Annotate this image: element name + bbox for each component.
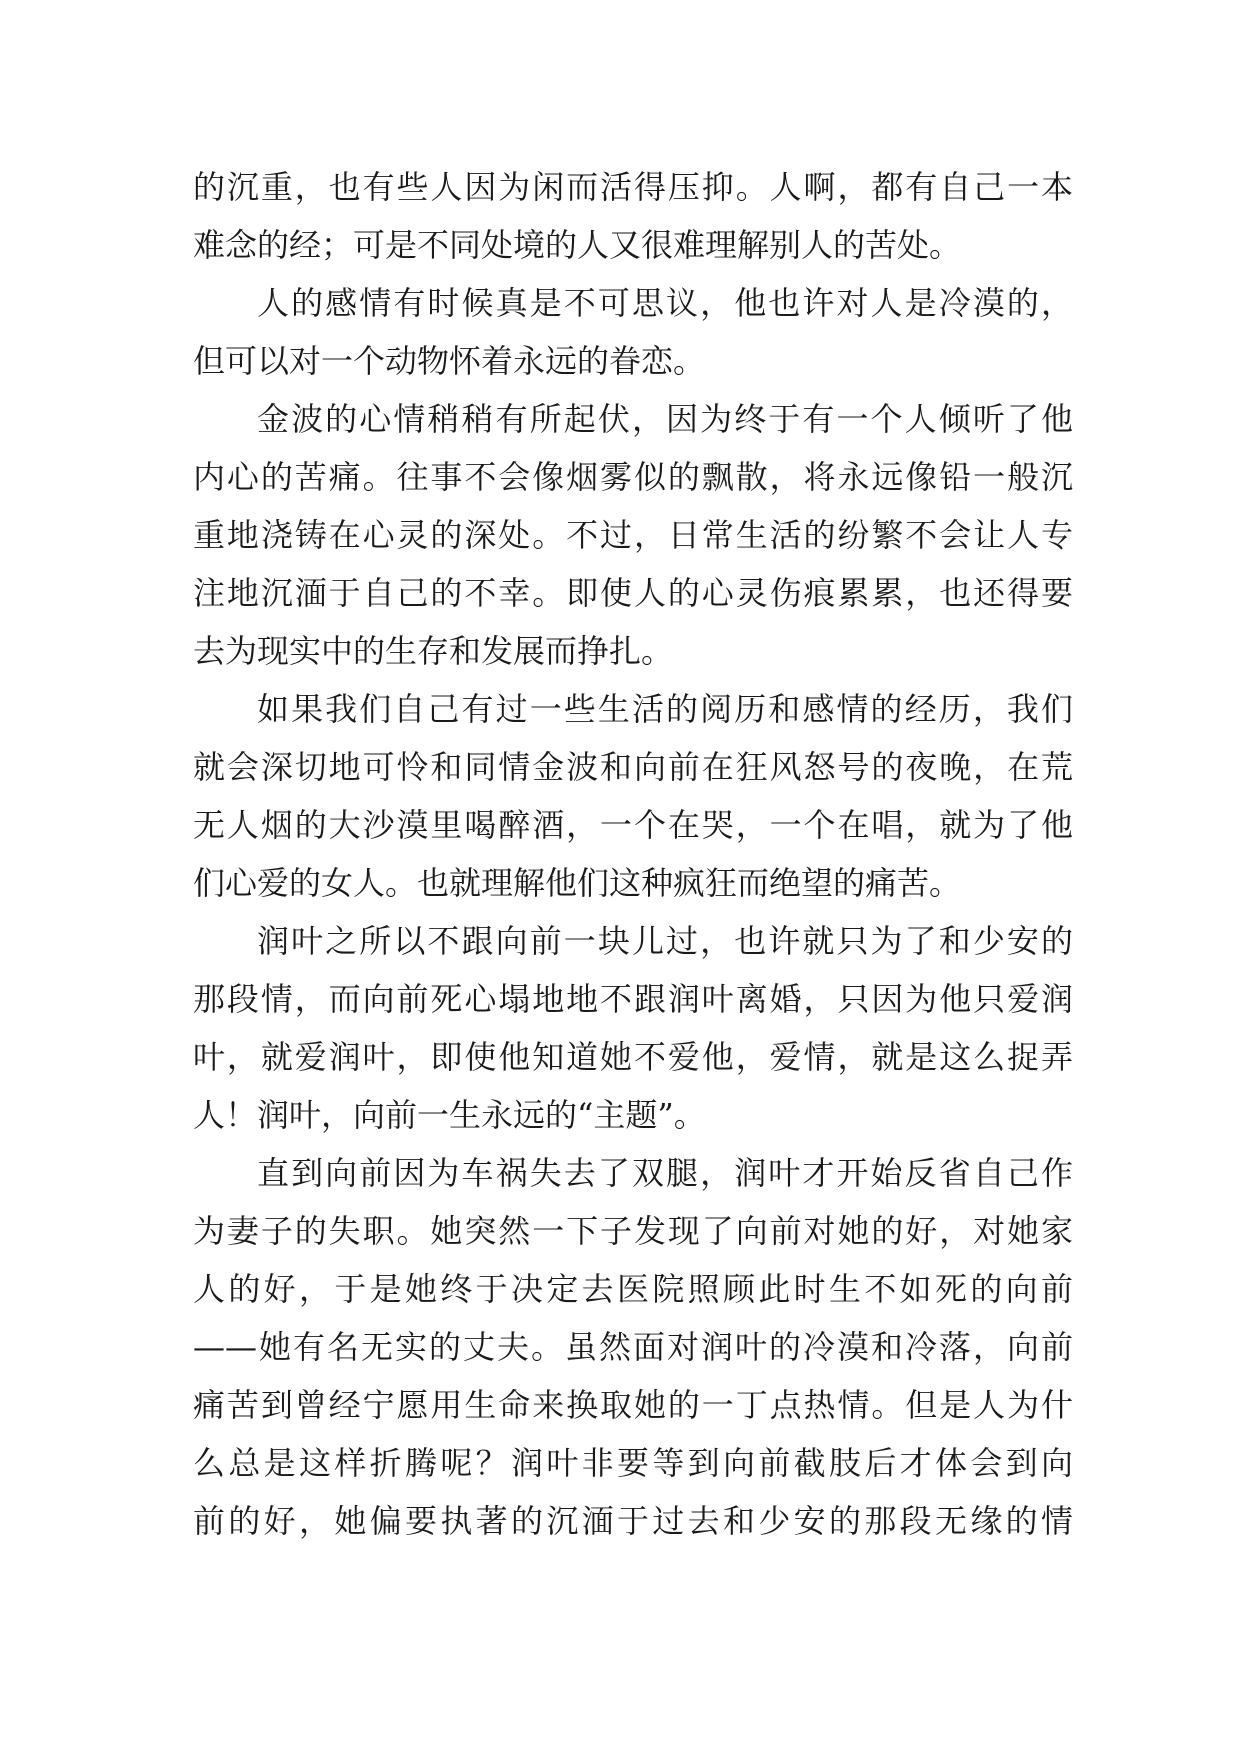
paragraph-p1: [193, 158, 1073, 274]
text-line: 去为现实中的生存和发展而挣扎。: [193, 632, 674, 670]
text-line: 那段情，而向前死心塌地地不跟润叶离婚，只因为他只爱润: [193, 980, 1073, 1018]
text-line: 叶，就爱润叶，即使他知道她不爱他，爱情，就是这么捉弄: [193, 1038, 1073, 1076]
text-line: 直到向前因为车祸失去了双腿，润叶才开始反省自己作: [257, 1154, 1073, 1192]
text-line: 人！润叶，向前一生永远的“主题”。: [193, 1096, 706, 1134]
text-line: 们心爱的女人。也就理解他们这种疯狂而绝望的痛苦。: [193, 864, 962, 902]
text-line: 么总是这样折腾呢？润叶非要等到向前截肢后才体会到向: [193, 1444, 1073, 1482]
text-line: 金波的心情稍稍有所起伏，因为终于有一个人倾听了他: [257, 400, 1073, 438]
text-line: 注地沉湎于自己的不幸。即使人的心灵伤痕累累，也还得要: [193, 574, 1073, 612]
text-line: 人的好，于是她终于决定去医院照顾此时生不如死的向前: [193, 1270, 1073, 1308]
text-line: 的沉重，也有些人因为闲而活得压抑。人啊，都有自己一本: [193, 168, 1073, 206]
paragraph-p2: [193, 274, 1073, 390]
text-line: 重地浇铸在心灵的深处。不过，日常生活的纷繁不会让人专: [193, 516, 1073, 554]
text-line: ——她有名无实的丈夫。虽然面对润叶的冷漠和冷落，向前: [193, 1328, 1073, 1366]
paragraph-p5: [193, 912, 1073, 1144]
text-line: 难念的经；可是不同处境的人又很难理解别人的苦处。: [193, 226, 962, 264]
text-line: 如果我们自己有过一些生活的阅历和感情的经历，我们: [257, 690, 1073, 728]
text-line: 前的好，她偏要执著的沉湎于过去和少安的那段无缘的情: [193, 1502, 1073, 1540]
text-line: 无人烟的大沙漠里喝醉酒，一个在哭，一个在唱，就为了他: [193, 806, 1073, 844]
text-line: 但可以对一个动物怀着永远的眷恋。: [193, 342, 706, 380]
text-line: 人的感情有时候真是不可思议，他也许对人是冷漠的，: [257, 284, 1073, 322]
text-line: 痛苦到曾经宁愿用生命来换取她的一丁点热情。但是人为什: [193, 1386, 1073, 1424]
text-line: 润叶之所以不跟向前一块儿过，也许就只为了和少安的: [257, 922, 1073, 960]
document-body: [193, 158, 1073, 1550]
paragraph-p4: [193, 680, 1073, 912]
paragraph-p6: [193, 1144, 1073, 1550]
text-line: 就会深切地可怜和同情金波和向前在狂风怒号的夜晚，在荒: [193, 748, 1073, 786]
text-line: 为妻子的失职。她突然一下子发现了向前对她的好，对她家: [193, 1212, 1073, 1250]
text-line: 内心的苦痛。往事不会像烟雾似的飘散，将永远像铅一般沉: [193, 458, 1073, 496]
paragraph-p3: [193, 390, 1073, 680]
